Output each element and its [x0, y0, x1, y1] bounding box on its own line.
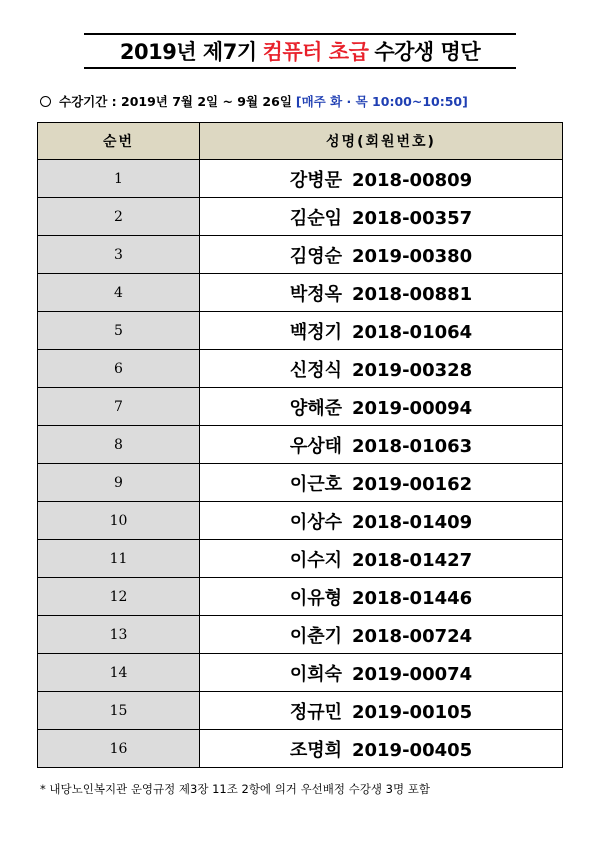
period-label: 수강기간 : 2019년 7월 2일 ~ 9월 26일 — [59, 94, 292, 109]
row-number: 11 — [38, 540, 200, 578]
table-row — [38, 464, 563, 502]
table-row — [38, 502, 563, 540]
row-member — [200, 236, 563, 274]
table-row — [38, 274, 563, 312]
member-id: 2019-00328 — [351, 359, 473, 381]
footnote: * 내당노인복지관 운영규정 제3장 11조 2항에 의거 우선배정 수강생 3명 포함 — [40, 782, 430, 796]
member-name: 이유형 — [289, 587, 342, 609]
row-member — [200, 388, 563, 426]
member-id: 2019-00162 — [351, 473, 473, 495]
member-name: 양해준 — [289, 397, 342, 419]
member-name: 김순임 — [289, 207, 342, 229]
member-name: 이근호 — [289, 473, 342, 495]
row-number: 1 — [38, 160, 200, 198]
member-id: 2019-00405 — [351, 739, 473, 761]
period-schedule: [매주 화 · 목 10:00~10:50] — [295, 94, 468, 109]
course-period — [40, 92, 468, 110]
member-id: 2018-01446 — [351, 587, 473, 609]
row-member — [200, 198, 563, 236]
member-id: 2018-01063 — [351, 435, 473, 457]
row-member — [200, 464, 563, 502]
row-number: 15 — [38, 692, 200, 730]
table-row — [38, 426, 563, 464]
member-name: 이희숙 — [289, 663, 342, 685]
member-id: 2018-01064 — [351, 321, 473, 343]
member-name: 신정식 — [289, 359, 342, 381]
row-number: 16 — [38, 730, 200, 768]
member-id: 2019-00105 — [351, 701, 473, 723]
row-member — [200, 692, 563, 730]
member-id: 2018-01427 — [351, 549, 473, 571]
row-number: 9 — [38, 464, 200, 502]
row-number: 13 — [38, 616, 200, 654]
circle-bullet-icon — [40, 96, 51, 107]
row-member — [200, 274, 563, 312]
member-name: 백정기 — [289, 321, 342, 343]
row-member — [200, 540, 563, 578]
header-number: 순번 — [38, 123, 200, 160]
member-name: 조명희 — [289, 739, 342, 761]
table-row — [38, 236, 563, 274]
member-name: 우상태 — [289, 435, 342, 457]
row-member — [200, 502, 563, 540]
member-name: 김영순 — [289, 245, 342, 267]
row-member — [200, 616, 563, 654]
table-row — [38, 160, 563, 198]
row-number: 6 — [38, 350, 200, 388]
table-row — [38, 578, 563, 616]
table-body — [38, 160, 563, 768]
member-id: 2018-00809 — [351, 169, 473, 191]
member-name: 강병문 — [289, 169, 342, 191]
title-highlight: 컴퓨터 초급 — [262, 40, 369, 64]
page-title — [84, 33, 516, 69]
member-name: 이수지 — [289, 549, 342, 571]
member-name: 박정옥 — [289, 283, 342, 305]
member-id: 2018-00357 — [351, 207, 473, 229]
row-member — [200, 426, 563, 464]
row-number: 5 — [38, 312, 200, 350]
row-number: 8 — [38, 426, 200, 464]
table-row — [38, 388, 563, 426]
table-row — [38, 654, 563, 692]
row-member — [200, 578, 563, 616]
row-number: 3 — [38, 236, 200, 274]
title-prefix: 2019년 제7기 — [119, 40, 257, 64]
row-number: 7 — [38, 388, 200, 426]
header-name: 성명(회원번호) — [200, 123, 563, 160]
table-row — [38, 540, 563, 578]
table-header-row — [38, 123, 563, 160]
row-member — [200, 160, 563, 198]
member-id: 2018-00724 — [351, 625, 473, 647]
member-name: 이춘기 — [289, 625, 342, 647]
row-member — [200, 730, 563, 768]
table-row — [38, 730, 563, 768]
row-number: 14 — [38, 654, 200, 692]
table-row — [38, 692, 563, 730]
row-number: 12 — [38, 578, 200, 616]
table-row — [38, 198, 563, 236]
table-row — [38, 616, 563, 654]
member-id: 2018-01409 — [351, 511, 473, 533]
table-row — [38, 350, 563, 388]
member-id: 2019-00074 — [351, 663, 473, 685]
row-member — [200, 350, 563, 388]
row-member — [200, 312, 563, 350]
student-table — [37, 122, 563, 768]
title-suffix: 수강생 명단 — [374, 40, 481, 64]
table-row — [38, 312, 563, 350]
row-number: 4 — [38, 274, 200, 312]
member-id: 2019-00094 — [351, 397, 473, 419]
member-id: 2019-00380 — [351, 245, 473, 267]
member-id: 2018-00881 — [351, 283, 473, 305]
member-name: 이상수 — [289, 511, 342, 533]
member-name: 정규민 — [289, 701, 342, 723]
row-number: 10 — [38, 502, 200, 540]
row-member — [200, 654, 563, 692]
row-number: 2 — [38, 198, 200, 236]
